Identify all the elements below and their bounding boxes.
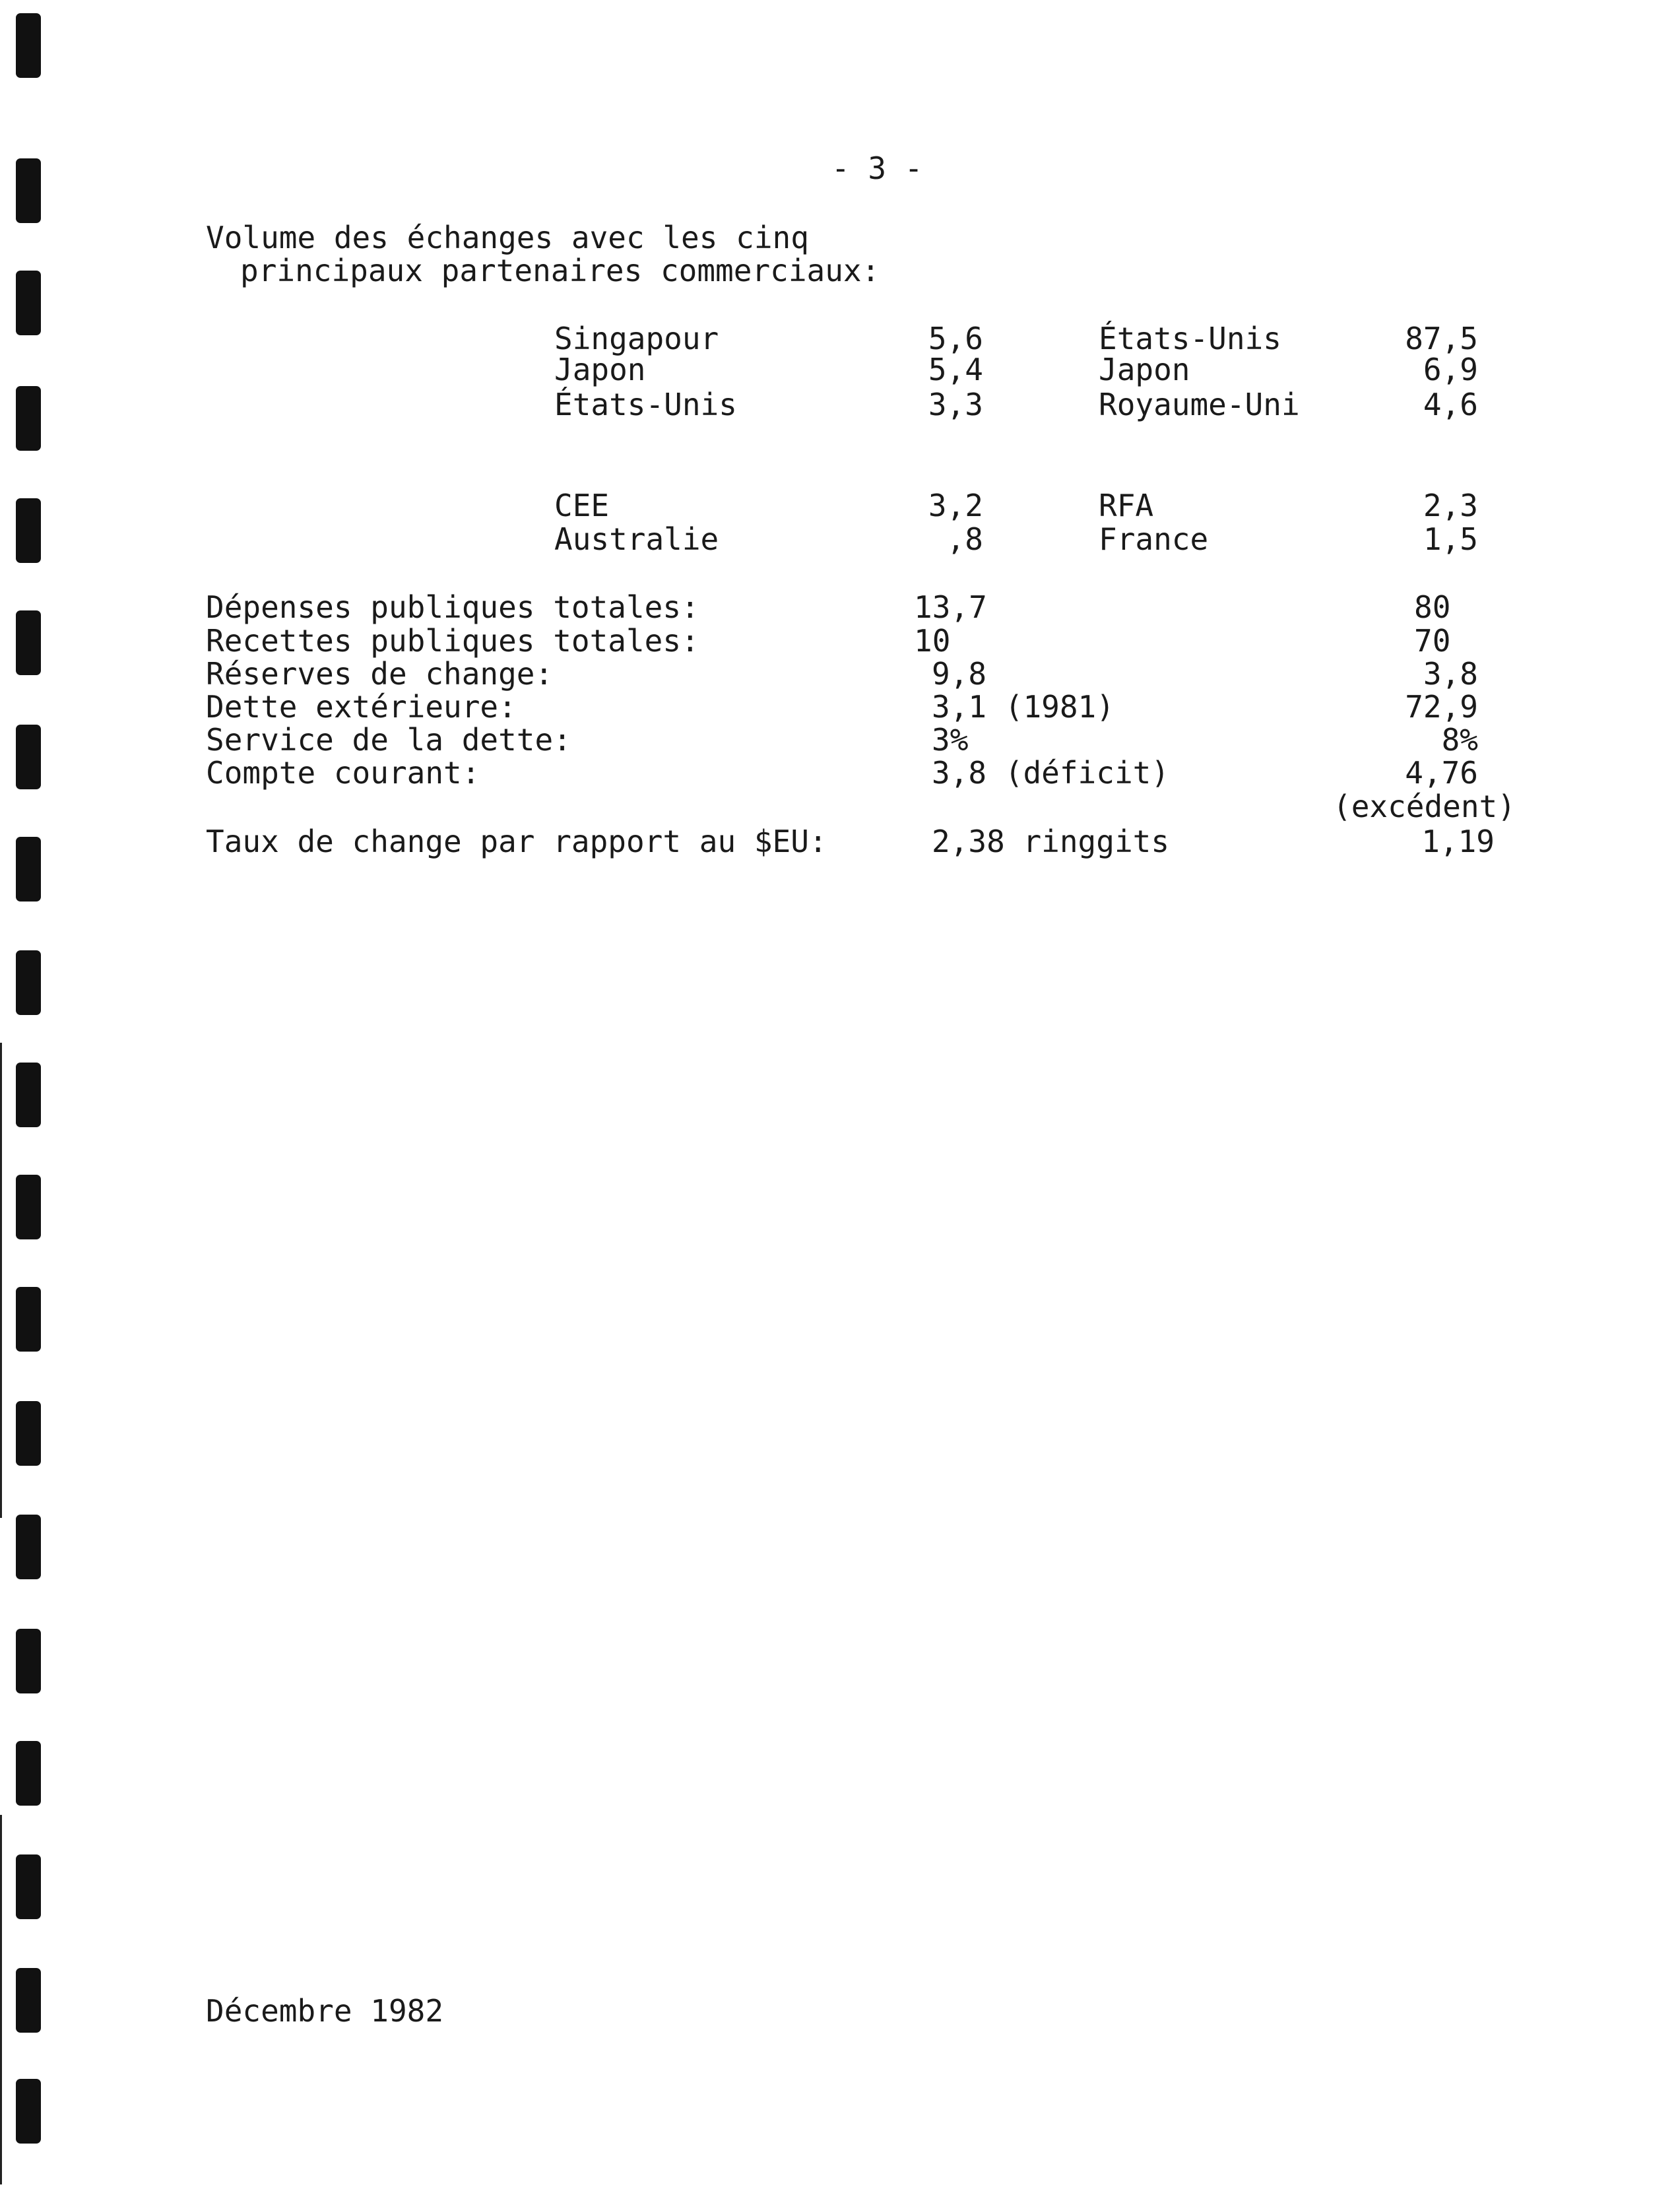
section-heading-line1: Volume des échanges avec les cinq <box>206 220 809 255</box>
punch-hole <box>16 950 41 1015</box>
partner-name: Singapour <box>554 321 719 356</box>
indicator-value-left: 13,7 <box>914 589 987 625</box>
partner-value: 5,4 <box>928 352 983 387</box>
partner-value: ,8 <box>946 521 983 557</box>
indicator-value-left: 9,8 <box>932 656 987 692</box>
partner-value: 4,6 <box>1423 387 1478 422</box>
exchange-rate-left: 2,38 ringgits <box>932 824 1170 859</box>
indicator-value-right: 8% <box>1441 722 1478 758</box>
punch-hole <box>16 1175 41 1239</box>
punch-hole <box>16 837 41 902</box>
indicator-value-right: 80 <box>1414 589 1451 625</box>
partner-name: États-Unis <box>554 387 737 422</box>
punch-hole <box>16 1741 41 1806</box>
punch-hole <box>16 386 41 451</box>
indicator-value-right: 4,76 <box>1405 755 1478 791</box>
punch-hole <box>16 725 41 789</box>
exchange-rate-right: 1,19 <box>1421 824 1495 859</box>
partner-name: Japon <box>554 352 646 387</box>
section-heading-line2: principaux partenaires commerciaux: <box>240 253 880 288</box>
indicator-label: Recettes publiques totales: <box>206 623 699 659</box>
indicator-label: Dépenses publiques totales: <box>206 589 699 625</box>
indicator-value-right: 70 <box>1414 623 1451 659</box>
punch-hole <box>16 1968 41 2033</box>
partner-name: CEE <box>554 488 610 523</box>
indicator-label: Compte courant: <box>206 755 480 791</box>
partner-value: 1,5 <box>1423 521 1478 557</box>
indicator-value-right: 72,9 <box>1405 689 1478 725</box>
binder-edge <box>0 1815 2 2184</box>
punch-hole <box>16 2079 41 2144</box>
punch-hole <box>16 1287 41 1352</box>
partner-name: France <box>1099 521 1209 557</box>
exchange-rate-label: Taux de change par rapport au $EU: <box>206 824 827 859</box>
partner-name: Japon <box>1099 352 1190 387</box>
partner-name: RFA <box>1099 488 1154 523</box>
indicator-value-left: 3,1 (1981) <box>932 689 1115 725</box>
punch-hole <box>16 1401 41 1466</box>
indicator-label: Dette extérieure: <box>206 689 517 725</box>
punch-hole <box>16 1063 41 1127</box>
indicator-value-left: 3,8 (déficit) <box>932 755 1170 791</box>
indicator-label: Réserves de change: <box>206 656 554 692</box>
indicator-note-right: (excédent) <box>1333 789 1516 824</box>
partner-value: 3,2 <box>928 488 983 523</box>
punch-hole <box>16 610 41 675</box>
partner-name: États-Unis <box>1099 321 1281 356</box>
punch-hole <box>16 271 41 335</box>
partner-value: 87,5 <box>1405 321 1478 356</box>
punch-hole <box>16 1515 41 1579</box>
partner-value: 3,3 <box>928 387 983 422</box>
binder-edge <box>0 1043 2 1518</box>
punch-hole <box>16 158 41 223</box>
partner-value: 5,6 <box>928 321 983 356</box>
document-date: Décembre 1982 <box>206 1993 444 2029</box>
indicator-value-left: 10 <box>914 623 951 659</box>
page-number: - 3 - <box>831 150 923 186</box>
partner-value: 6,9 <box>1423 352 1478 387</box>
partner-value: 2,3 <box>1423 488 1478 523</box>
punch-hole <box>16 498 41 563</box>
indicator-value-left: 3% <box>932 722 969 758</box>
indicator-label: Service de la dette: <box>206 722 571 758</box>
punch-hole <box>16 13 41 78</box>
partner-name: Australie <box>554 521 719 557</box>
partner-name: Royaume-Uni <box>1099 387 1300 422</box>
indicator-value-right: 3,8 <box>1423 656 1478 692</box>
punch-hole <box>16 1854 41 1919</box>
punch-hole <box>16 1629 41 1693</box>
